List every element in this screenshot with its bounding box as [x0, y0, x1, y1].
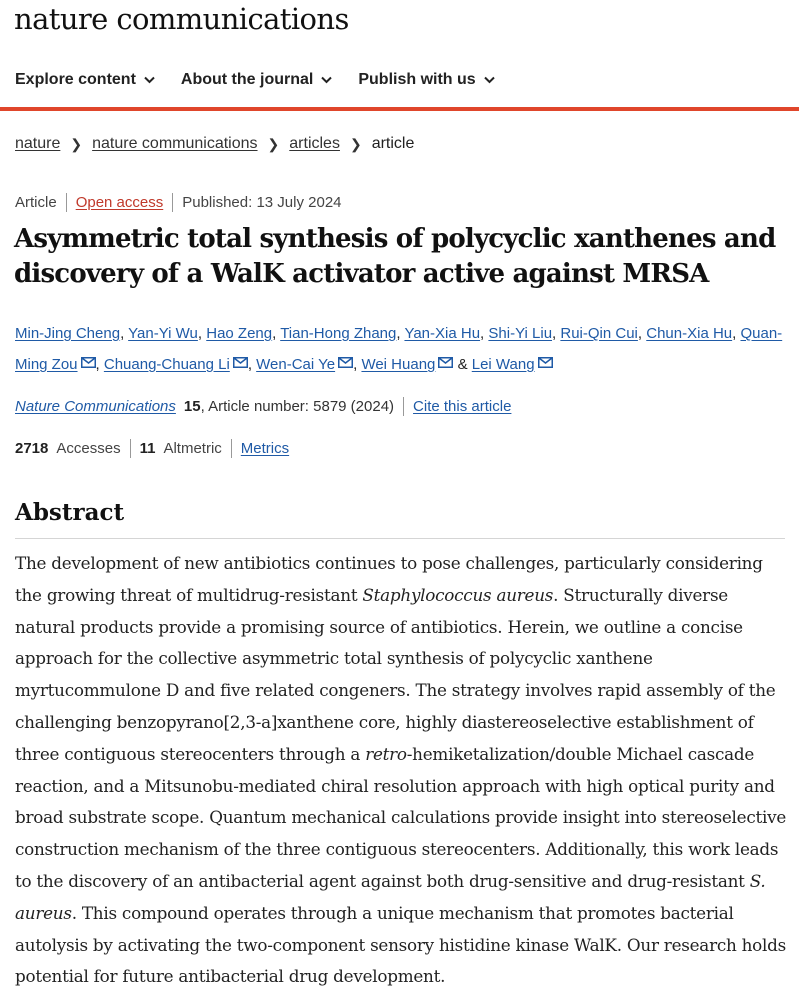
cite-this-article-link[interactable]: Cite this article [413, 398, 512, 415]
author-link[interactable]: Hao Zeng [206, 325, 273, 342]
divider [172, 193, 173, 212]
article-meta [15, 193, 342, 212]
citation-row [15, 397, 511, 416]
divider [130, 439, 131, 458]
breadcrumb-link-nature[interactable]: nature [15, 135, 61, 152]
author-link[interactable]: Shi-Yi Liu [488, 325, 553, 342]
abstract-text-part: -hemiketalization/double Michael cascade reaction, and a Mitsunobu-mediated chiral resolution approach with high optical purity and broad substrate scope. Quantum mechanical calculations provide insight into stereoselective construction mechanism of the three contiguous stereocenters. Additionally, this work leads to the discovery of an antibacterial agent against both drug-sensitive and drug-resistant [15, 743, 786, 891]
article-title: Asymmetric total synthesis of polycyclic xanthenes and discovery of a WalK activator active against MRSA [14, 224, 776, 289]
article-number: , Article number: 5879 (2024) [200, 398, 395, 415]
nav-explore-content[interactable] [15, 71, 155, 89]
envelope-icon[interactable] [233, 357, 248, 368]
author-link[interactable]: Chun-Xia Hu [646, 325, 733, 342]
abstract-text-part: . This compound operates through a unique mechanism that promotes bacterial autolysis by activating the two-component sensory histidine kinase WalK. Our research holds potential for future antibacterial drug development. [15, 902, 787, 987]
authors-ampersand: & [457, 356, 468, 373]
author-link[interactable]: Quan-Ming Zou [15, 325, 783, 373]
nav-publish-with-us[interactable] [358, 71, 494, 89]
header-accent-bar [0, 107, 799, 111]
abstract-text [15, 548, 786, 993]
chevron-right-icon: ❯ [349, 135, 362, 152]
altmetric-label: Altmetric [163, 440, 222, 457]
accesses-label: Accesses [56, 440, 121, 457]
divider [15, 538, 785, 539]
breadcrumb [15, 135, 414, 153]
divider [66, 193, 67, 212]
article-type: Article [15, 194, 57, 211]
open-access-link[interactable]: Open access [75, 194, 164, 211]
published-date: Published: 13 July 2024 [182, 194, 342, 211]
chevron-right-icon: ❯ [267, 135, 280, 152]
journal-link[interactable]: Nature Communications [15, 398, 176, 415]
abstract-heading: Abstract [15, 499, 125, 526]
abstract-text-italic: S. aureus [15, 870, 766, 923]
envelope-icon[interactable] [538, 357, 553, 368]
abstract-text-part: The development of new antibiotics continues to pose challenges, particularly considering the growing threat of multidrug-resistant [15, 553, 763, 605]
accesses-count: 2718 [15, 440, 49, 457]
nav-item-label: Explore content [15, 71, 136, 88]
abstract-text-italic: Staphylococcus aureus [362, 584, 554, 605]
author-link[interactable]: Rui-Qin Cui [560, 325, 638, 342]
metrics-row [15, 439, 289, 458]
site-logo[interactable]: nature communications [14, 2, 349, 36]
breadcrumb-current: article [371, 135, 415, 152]
metrics-link[interactable]: Metrics [240, 440, 290, 457]
nav-item-label: About the journal [180, 71, 314, 88]
chevron-down-icon [321, 76, 332, 84]
divider [403, 397, 404, 416]
altmetric-count: 11 [139, 440, 156, 457]
main-nav [15, 71, 495, 89]
divider [231, 439, 232, 458]
author-link[interactable]: Yan-Yi Wu [128, 325, 198, 342]
envelope-icon[interactable] [438, 357, 453, 368]
envelope-icon[interactable] [81, 357, 96, 368]
chevron-down-icon [144, 76, 155, 84]
author-link[interactable]: Wei Huang [361, 356, 436, 373]
volume: 15 [183, 398, 201, 415]
envelope-icon[interactable] [338, 357, 353, 368]
abstract-text-italic: retro [365, 743, 407, 764]
author-list: Min-Jing Cheng, Yan-Yi Wu, Hao Zeng, Tian-Hong Zhang, Yan-Xia Hu, Shi-Yi Liu, Rui-Qin Cui, Chun-Xia Hu, Quan-Ming Zou , Chuang-Chuang Li , Wen-Cai Ye , Wei Huang & Lei Wang [15, 325, 783, 373]
author-link[interactable]: Yan-Xia Hu [404, 325, 481, 342]
author-link[interactable]: Wen-Cai Ye [256, 356, 336, 373]
abstract-text-part: . Structurally diverse natural products provide a promising source of antibiotics. Herein, we outline a concise approach for the collective asymmetric total synthesis of polycyclic xanthene myrtucommulone D and five related congeners. The strategy involves rapid assembly of the challenging benzopyrano[2,3-a]xanthene core, highly diastereoselective establishment of three contiguous stereocenters through a [15, 584, 776, 764]
nav-about-the-journal[interactable] [181, 71, 332, 89]
breadcrumb-link-articles[interactable]: articles [289, 135, 340, 152]
chevron-right-icon: ❯ [70, 135, 83, 152]
author-link[interactable]: Min-Jing Cheng [15, 325, 121, 342]
breadcrumb-link-nature-communications[interactable]: nature communications [92, 135, 258, 152]
chevron-down-icon [484, 76, 495, 84]
author-link[interactable]: Tian-Hong Zhang [280, 325, 397, 342]
author-link[interactable]: Lei Wang [471, 356, 535, 373]
nav-item-label: Publish with us [358, 71, 476, 88]
author-link[interactable]: Chuang-Chuang Li [103, 356, 230, 373]
